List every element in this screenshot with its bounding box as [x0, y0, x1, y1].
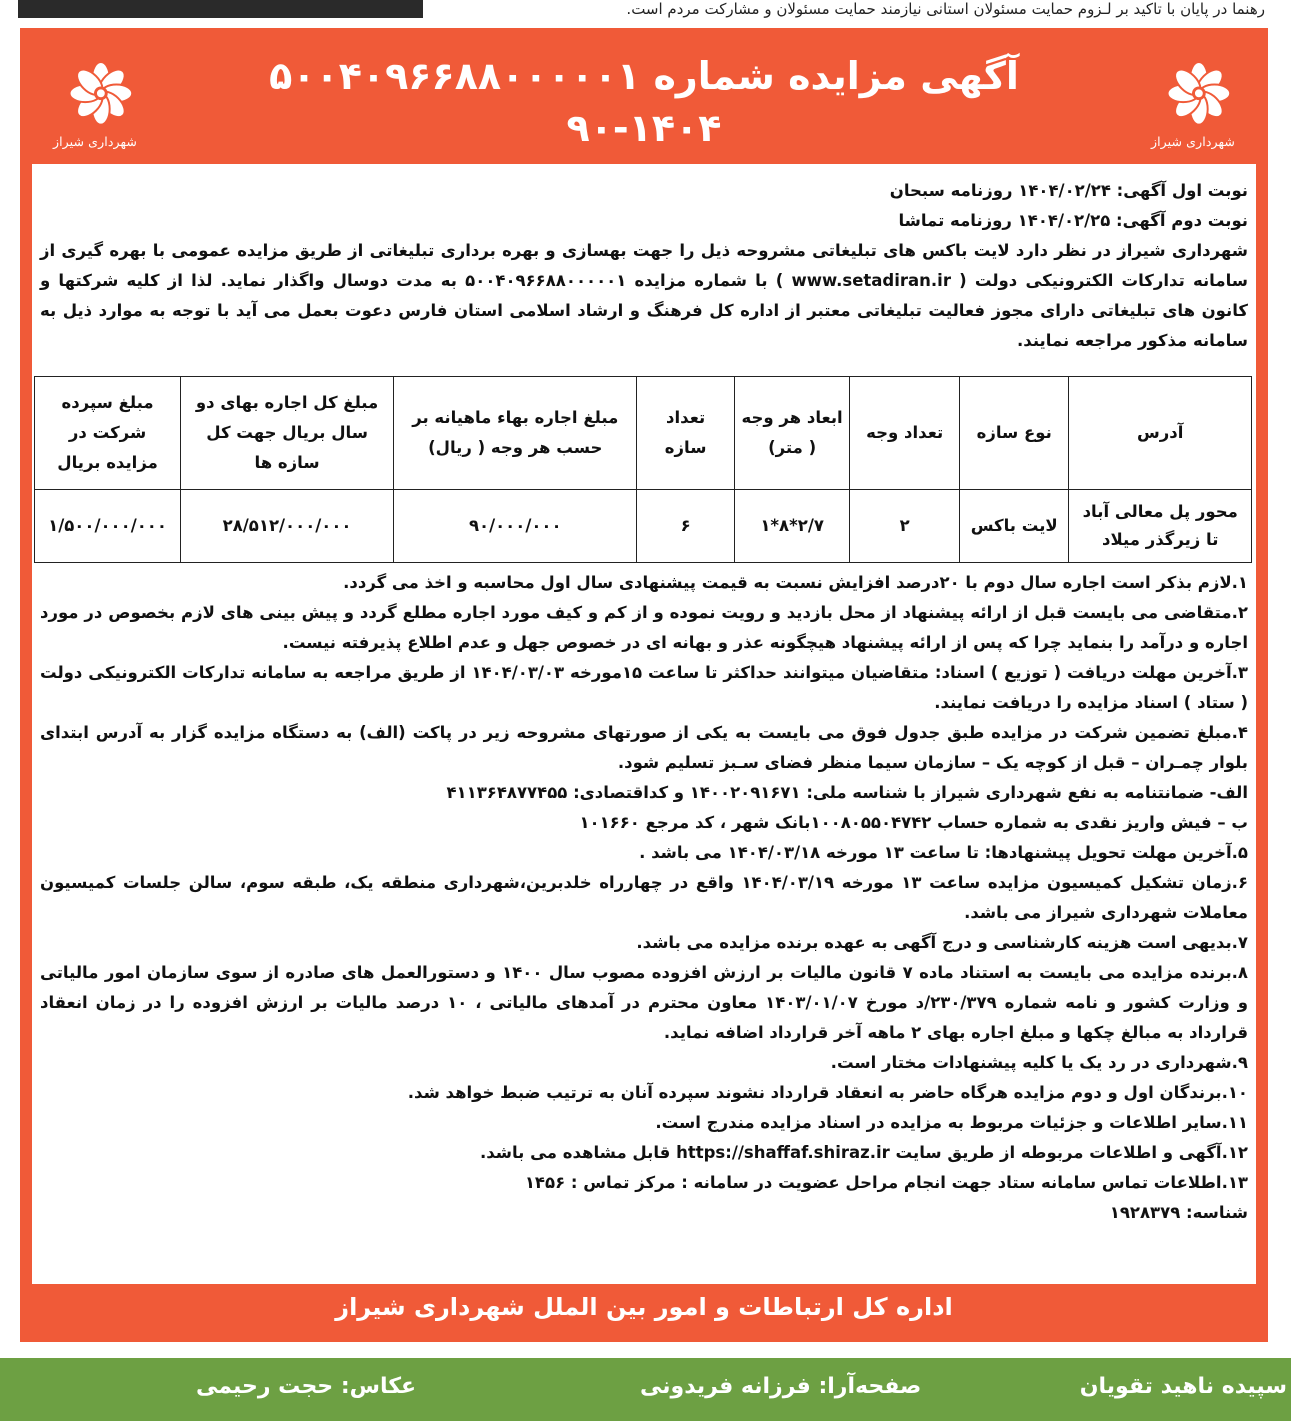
- condition-item: ۷.بدیهی است هزینه کارشناسی و درج آگهی به عهده برنده مزایده می باشد.: [636, 933, 1248, 952]
- shiraz-municipality-logo-icon: [1144, 62, 1242, 154]
- intro-paragraph: شهرداری شیراز در نظر دارد لایت باکس های تبلیغاتی مشروحه ذیل را جهت بهسازی و بهره برداری تبلیغاتی از طریق مزایده عمومی با بهره گیری از سامانه تدارکات الکترونیکی دولت ( www.setadiran.ir ) با شماره مزایده ۵۰۰۴۰۹۶۶۸۸۰۰۰۰۰۱ به مدت دوسال واگذار نماید. لذا از کلیه شرکتها و کانون های تبلیغاتی دارای مجوز فعالیت تبلیغاتی معتبر از اداره کل فرهنگ و ارشاد اسلامی استان فارس دعوت بعمل می آید با توجه به موارد ذیل به سامانه مذکور مراجعه نمایند.: [40, 241, 1248, 350]
- cell-monthly-rent: ۹۰/۰۰۰/۰۰۰: [394, 490, 637, 563]
- ad-title: [182, 50, 1106, 154]
- condition-item: ۵.آخرین مهلت تحویل پیشنهادها: تا ساعت ۱۳ مورخه ۱۴۰۴/۰۳/۱۸ می باشد .: [639, 843, 1248, 862]
- condition-item: ۳.آخرین مهلت دریافت ( توزیع ) اسناد: متقاضیان میتوانند حداکثر تا ساعت ۱۵مورخه ۱۴۰۴/۰۳/۰۳ از طریق مراجعه به سامانه تدارکات الکترونیکی دولت ( ستاد ) اسناد مزایده را دریافت نمایند.: [40, 663, 1248, 712]
- header-structure-type: نوع سازه: [959, 377, 1069, 490]
- ad-title-line-1: آگهی مزایده شماره ۵۰۰۴۰۹۶۶۸۸۰۰۰۰۰۱: [269, 54, 1019, 98]
- condition-item: ۱.لازم بذکر است اجاره سال دوم با ۲۰درصد افزایش نسبت به قیمت پیشنهادی سال اول محاسبه و اخذ می گردد.: [343, 573, 1248, 592]
- condition-item: ۱۱.سایر اطلاعات و جزئیات مربوط به مزایده در اسناد مزایده مندرج است.: [655, 1113, 1248, 1132]
- previous-article-photo: [18, 0, 423, 18]
- ad-footer: اداره کل ارتباطات و امور بین الملل شهرداری شیراز: [32, 1284, 1256, 1330]
- condition-item: ۱۲.آگهی و اطلاعات مربوطه از طریق سایت https://shaffaf.shiraz.ir قابل مشاهده می باشد.: [479, 1143, 1248, 1162]
- table-header-row: [35, 377, 1252, 490]
- header-monthly-rent: مبلغ اجاره بهاء ماهیانه بر حسب هر وجه ( ریال): [394, 377, 637, 490]
- auction-items-table: [34, 376, 1252, 563]
- cell-structure-type: لایت باکس: [959, 490, 1069, 563]
- header-structure-count: تعداد سازه: [637, 377, 734, 490]
- ad-frame: [20, 28, 1268, 1342]
- ad-conditions: [40, 568, 1248, 1228]
- header-face-dimensions: ابعاد هر وجه ( متر): [734, 377, 850, 490]
- credit-page-designer: صفحه‌آرا: فرزانه فریدونی: [640, 1374, 922, 1399]
- ad-intro: [40, 176, 1248, 356]
- cell-address: محور پل معالی آباد تا زیرگذر میلاد: [1069, 490, 1252, 563]
- svg-text:شهرداری شیراز: شهرداری شیراز: [52, 134, 138, 150]
- cell-face-count: ۲: [850, 490, 960, 563]
- ad-identifier: شناسه: ۱۹۲۸۳۷۹: [1109, 1203, 1248, 1222]
- cell-total-rent: ۲۸/۵۱۲/۰۰۰/۰۰۰: [181, 490, 394, 563]
- svg-text:شهرداری شیراز: شهرداری شیراز: [1150, 134, 1236, 150]
- shiraz-municipality-logo-icon: [46, 62, 144, 154]
- condition-item: ۹.شهرداری در رد یک یا کلیه پیشنهادات مختار است.: [830, 1053, 1248, 1072]
- first-publication-line: نوبت اول آگهی: ۱۴۰۴/۰۲/۲۴ روزنامه سبحان: [889, 181, 1248, 200]
- condition-item: ۴.مبلغ تضمین شرکت در مزایده طبق جدول فوق می بایست به یکی از صورتهای مشروحه زیر در پاکت (الف) به دستگاه مزایده گزار به آدرس ابتدای بلوار چمـران – قبل از کوچه یک – سازمان سیما منظر فضای سـبز تسلیم شود.: [40, 723, 1248, 772]
- credits-bar: [0, 1358, 1291, 1421]
- top-strip: [0, 0, 1291, 24]
- condition-item: ۶.زمان تشکیل کمیسیون مزایده ساعت ۱۳ مورخه ۱۴۰۴/۰۳/۱۹ واقع در چهارراه خلدبرین،شهرداری منطقه یک، طبقه سوم، سالن جلسات کمیسیون معاملات شهرداری شیراز می باشد.: [40, 873, 1249, 922]
- condition-item: ب – فیش واریز نقدی به شماره حساب ۱۰۰۸۰۵۵۰۴۷۴۲بانک شهر ، کد مرجع ۱۰۱۶۶۰: [579, 813, 1248, 832]
- header-deposit: مبلغ سپرده شرکت در مزایده بریال: [35, 377, 181, 490]
- ad-header: [32, 40, 1256, 164]
- second-publication-line: نوبت دوم آگهی: ۱۴۰۴/۰۲/۲۵ روزنامه تماشا: [898, 211, 1248, 230]
- header-address: آدرس: [1069, 377, 1252, 490]
- cell-structure-count: ۶: [637, 490, 734, 563]
- previous-article-caption: رهنما در پایان با تاکید بر لـزوم حمایت مسئولان استانی نیازمند حمایت مسئولان و مشارکت مردم است.: [626, 0, 1265, 18]
- condition-item: ۸.برنده مزایده می بایست به استناد ماده ۷ قانون مالیات بر ارزش افزوده مصوب سال ۱۴۰۰ و دستورالعمل های صادره از سوی سازمان امور مالیاتی و وزارت کشور و نامه شماره ۲۳۰/۳۷۹/د مورخ ۱۴۰۳/۰۱/۰۷ معاون محترم در آمدهای مالیاتی ، ۱۰ درصد مالیات بر ارزش افزوده را در زمان انعقاد قرارداد به مبالغ چکها و مبلغ اجاره بهای ۲ ماهه آخر قرارداد اضافه نماید.: [40, 963, 1249, 1042]
- ad-title-line-2: ۹۰-۱۴۰۴: [566, 106, 722, 150]
- cell-deposit: ۱/۵۰۰/۰۰۰/۰۰۰: [35, 490, 181, 563]
- credit-right: سپیده ناهید تقویان: [1079, 1374, 1287, 1399]
- cell-face-dimensions: ۲/۷*۸*۱: [734, 490, 850, 563]
- table-row: [35, 490, 1252, 563]
- header-total-rent: مبلغ کل اجاره بهای دو سال بریال جهت کل سازه ها: [181, 377, 394, 490]
- condition-item: الف- ضمانتنامه به نفع شهرداری شیراز با شناسه ملی: ۱۴۰۰۲۰۹۱۶۷۱ و کداقتصادی: ۴۱۱۳۶۴۸۷۷۴۵۵: [446, 783, 1248, 802]
- condition-item: ۱۳.اطلاعات تماس سامانه ستاد جهت انجام مراحل عضویت در سامانه : مرکز تماس : ۱۴۵۶: [524, 1173, 1248, 1192]
- credit-photographer: عکاس: حجت رحیمی: [196, 1374, 417, 1399]
- header-face-count: تعداد وجه: [850, 377, 960, 490]
- condition-item: ۲.متقاضی می بایست قبل از ارائه پیشنهاد از محل بازدید و رویت نموده و از کم و کیف مورد اجاره مطلع گردد و پیش بینی های لازم بخصوص در مورد اجاره و درآمد را بنماید چرا که پس از ارائه پیشنهاد هیچگونه عذر و بهانه ای در خصوص جهل و عدم اطلاع پذیرفته نیست.: [40, 603, 1248, 652]
- condition-item: ۱۰.برندگان اول و دوم مزایده هرگاه حاضر به انعقاد قرارداد نشوند سپرده آنان به ترتیب ضبط خواهد شد.: [407, 1083, 1248, 1102]
